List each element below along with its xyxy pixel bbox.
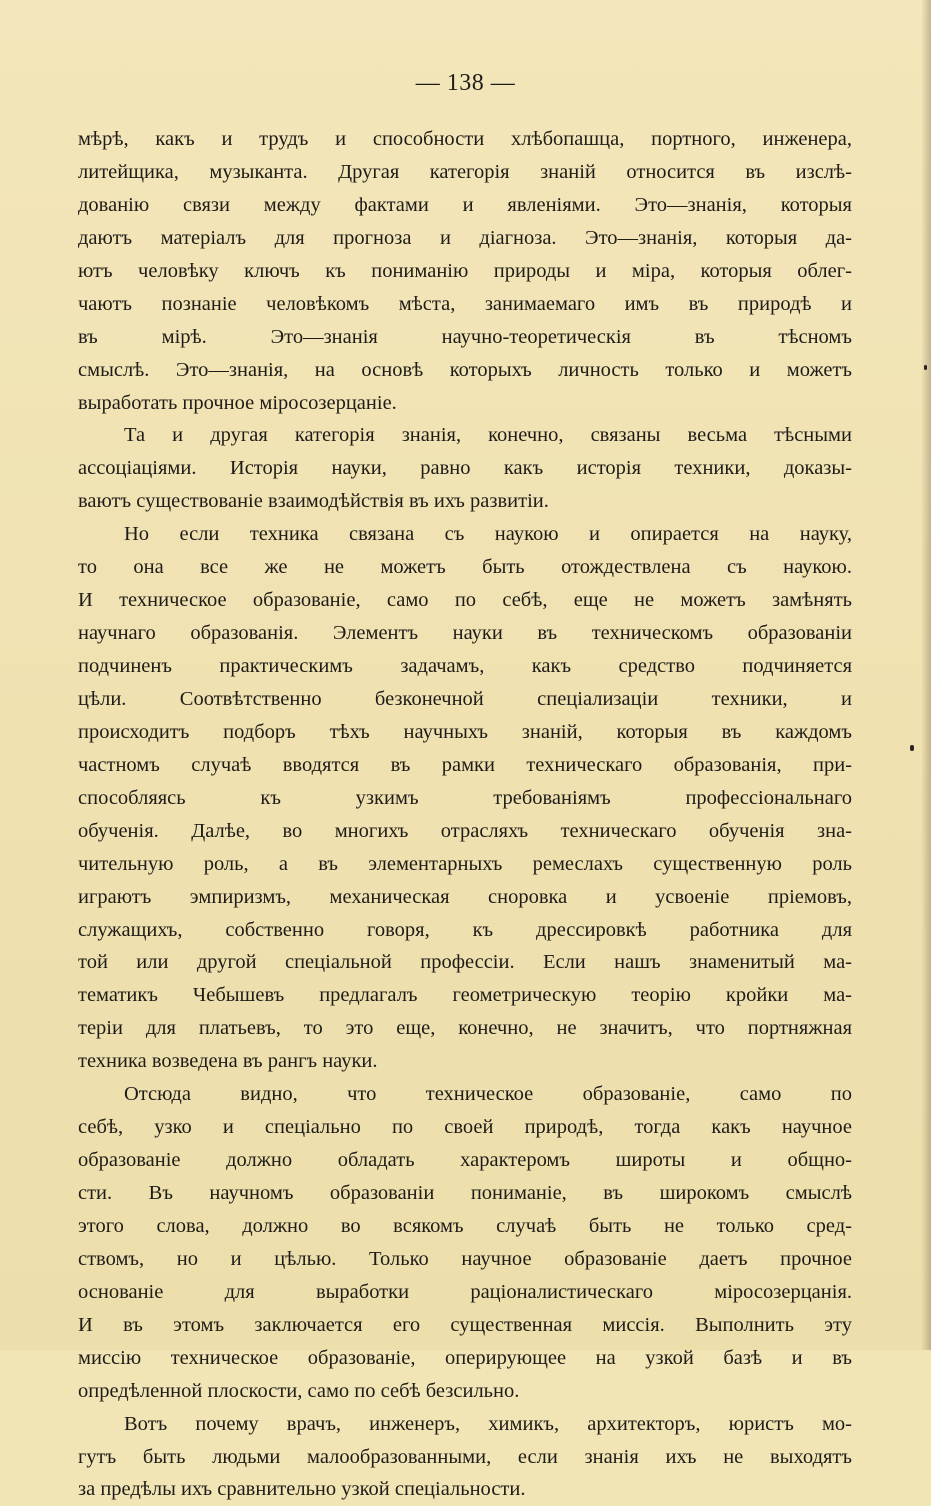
text-line: дованію связи между фактами и явленіями. Это—знанія, которыя — [78, 193, 852, 216]
text-line: опредѣленной плоскости, само по себѣ безсильно. — [78, 1379, 520, 1402]
text-line: служащихъ, собственно говоря, къ дрессировкѣ работника для — [78, 918, 852, 941]
text-line: частномъ случаѣ вводятся въ рамки техническаго образованія, при- — [78, 753, 852, 776]
text-line: даютъ матеріалъ для прогноза и діагноза. Это—знанія, которыя да- — [78, 226, 852, 249]
text-line: Но если техника связана съ наукою и опирается на науку, — [124, 523, 852, 546]
text-line: этого слова, должно во всякомъ случаѣ быть не только сред- — [78, 1214, 852, 1237]
ink-speck — [924, 365, 927, 370]
text-line: И техническое образованіе, само по себѣ, еще не можетъ замѣнять — [78, 589, 852, 612]
text-line: цѣли. Соотвѣтственно безконечной спеціализаціи техники, и — [78, 687, 852, 710]
text-line: ютъ человѣку ключъ къ пониманію природы и міра, которыя облег- — [78, 259, 852, 282]
text-line: чительную роль, а въ элементарныхъ ремеслахъ существенную роль — [78, 852, 852, 875]
text-line: способляясь къ узкимъ требованіямъ профессіональнаго — [78, 786, 852, 809]
text-line: научнаго образованія. Элементъ науки въ техническомъ образованіи — [78, 622, 852, 645]
text-line: выработать прочное міросозерцаніе. — [78, 391, 397, 414]
page-number: — 138 — — [415, 70, 516, 96]
ink-speck — [910, 745, 914, 751]
text-line: играютъ эмпиризмъ, механическая сноровка и усвоеніе пріемовъ, — [78, 885, 852, 908]
text-line: гутъ быть людьми малообразованными, если знанія ихъ не выходятъ — [78, 1445, 852, 1468]
text-line: Та и другая категорія знанія, конечно, связаны весьма тѣсными — [124, 424, 852, 447]
text-line: смыслѣ. Это—знанія, на основѣ которыхъ личность только и можетъ — [78, 358, 852, 381]
text-line: литейщика, музыканта. Другая категорія знаній относится въ изслѣ- — [78, 160, 852, 183]
text-line: происходитъ подборъ тѣхъ научныхъ знаній, которыя въ каждомъ — [78, 720, 852, 743]
text-line: мѣрѣ, какъ и трудъ и способности хлѣбопашца, портного, инженера, — [78, 128, 852, 150]
text-line: то она все же не можетъ быть отождествлена съ наукою. — [78, 556, 852, 579]
page-edge-shadow — [921, 0, 931, 1350]
text-line: образованіе должно обладать характеромъ широты и общно- — [78, 1149, 852, 1172]
text-line: за предѣлы ихъ сравнительно узкой спеціальности. — [78, 1478, 526, 1501]
text-line: ваютъ существованіе взаимодѣйствія въ ихъ развитіи. — [78, 490, 549, 513]
text-line: въ мірѣ. Это—знанія научно-теоретическія въ тѣсномъ — [78, 325, 852, 348]
text-line: сти. Въ научномъ образованіи пониманіе, въ широкомъ смыслѣ — [78, 1182, 852, 1204]
text-line: чаютъ познаніе человѣкомъ мѣста, занимаемаго имъ въ природѣ и — [78, 292, 852, 315]
text-line: подчиненъ практическимъ задачамъ, какъ средство подчиняется — [78, 655, 852, 677]
text-line: тематикъ Чебышевъ предлагалъ геометрическую теорію кройки ма- — [78, 984, 852, 1007]
text-line: ассоціаціями. Исторія науки, равно какъ исторія техники, доказы- — [78, 457, 852, 480]
text-line: миссію техническое образованіе, оперирующее на узкой базѣ и въ — [78, 1346, 852, 1369]
text-line: теріи для платьевъ, то это еще, конечно, не значитъ, что портняжная — [78, 1017, 852, 1040]
text-line: себѣ, узко и спеціально по своей природѣ, тогда какъ научное — [78, 1116, 852, 1139]
text-line: обученія. Далѣе, во многихъ отрасляхъ техническаго обученія зна- — [78, 819, 852, 842]
text-line: И въ этомъ заключается его существенная миссія. Выполнить эту — [78, 1313, 852, 1336]
text-line: Отсюда видно, что техническое образованіе, само по — [124, 1083, 852, 1106]
text-line: техника возведена въ рангъ науки. — [78, 1050, 378, 1073]
text-line: той или другой спеціальной профессіи. Если нашъ знаменитый ма- — [78, 951, 852, 974]
body-text — [78, 123, 852, 1506]
text-line: Вотъ почему врачъ, инженеръ, химикъ, архитекторъ, юристъ мо- — [124, 1412, 852, 1435]
text-line: основаніе для выработки раціоналистическаго міросозерцанія. — [78, 1280, 852, 1303]
text-line: ствомъ, но и цѣлью. Только научное образованіе даетъ прочное — [78, 1247, 852, 1270]
